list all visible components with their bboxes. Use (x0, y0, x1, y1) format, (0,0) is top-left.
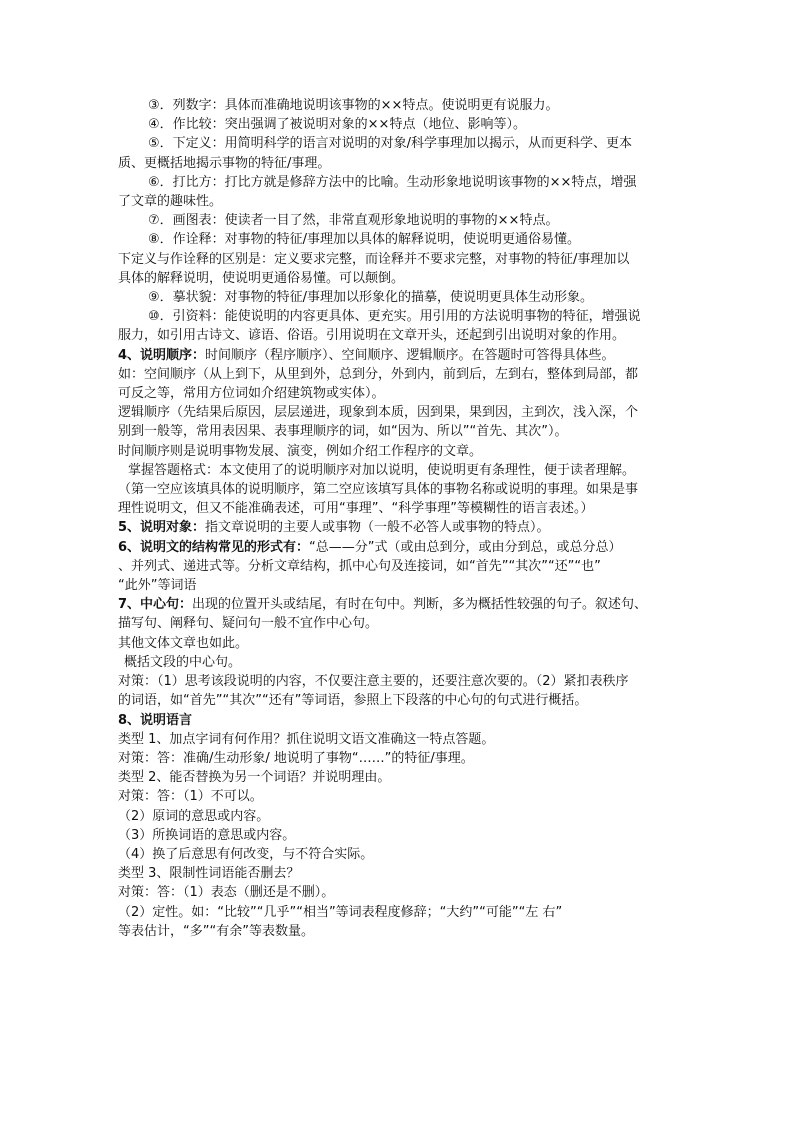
text-line: 对策：答：（1）不可以。 (118, 789, 263, 805)
text-span: 时间顺序（程序顺序）、空间顺序、逻辑顺序。在答题时可答得具体些。 (205, 347, 615, 363)
text-line: 下定义与作诠释的区别是：定义要求完整，而诠释并不要求完整，对事物的特征/事理加以 (118, 251, 630, 267)
text-span: 指文章说明的主要人或事物（一般不必答人或事物的特点）。 (205, 520, 550, 536)
text-line: “此外”等词语 (118, 578, 197, 594)
text-span: （1）思考该段说明的内容，不仅要注意主要的，还要注意次要的。（2）紧扣表秩序 (157, 674, 629, 690)
text-line: （4）换了后意思有何改变，与不符合实际。 (118, 846, 374, 862)
text-line: 描写句、阐释句、疑问句一般不宜作中心句。 (118, 616, 379, 632)
text-line: ⑥．打比方：打比方就是修辞方法中的比喻。生动形象地说明该事物的××特点，增强 (148, 174, 637, 190)
text-line: ⑤．下定义：用简明科学的语言对说明的对象/科学事理加以揭示，从而更科学、更本 (148, 136, 633, 152)
text-line: 掌握答题格式：本文使用了的说明顺序对加以说明，使说明更有条理性，便于读者理解。 (128, 462, 636, 478)
text-span: 出现的位置开头或结尾，有时在句中。判断，多为概括性较强的句子。叙述句、 (192, 597, 648, 613)
text-line: 服力，如引用古诗文、谚语、俗语。引用说明在文章开头，还起到引出说明对象的作用。 (118, 328, 626, 344)
text-line: 类型 2、能否替换为另一个词语？并说明理由。 (118, 770, 391, 786)
text-line: 了文章的趣味性。 (118, 194, 223, 210)
text-span: “总——分”式（或由总到分，或由分到总，或总分总） (309, 539, 622, 555)
text-line: 等表估计，“多”“有余”等表数量。 (118, 923, 314, 939)
section-heading: 6、说明文的结构常见的形式有： (118, 539, 310, 555)
text-line: 质、更概括地揭示事物的特征/事理。 (118, 155, 331, 171)
text-line: 对策：答：（1）表态（删还是不删）。 (118, 885, 335, 901)
text-line: 、并列式、递进式等。分析文章结构，抓中心句及连接词，如“首先”“其次”“还”“也” (118, 558, 601, 574)
text-line: 对策：答：准确/生动形象/ 地说明了事物“……”的特征/事理。 (118, 750, 474, 766)
text-line: 类型 3、限制性词语能否删去？ (118, 866, 300, 882)
text-line: 理性说明文，但又不能准确表述，可用“事理”、“科学事理”等模糊性的语言表述。） (118, 501, 594, 517)
text-line: 具体的解释说明，使说明更通俗易懂。可以颠倒。 (118, 270, 405, 286)
text-line: 逻辑顺序（先结果后原因，层层递进，现象到本质，因到果，果到因，主到次，浅入深，个 (118, 405, 639, 421)
text-line: 可反之等，常用方位词如介绍建筑物或实体）。 (118, 386, 385, 402)
text-line: ③．列数字：具体而准确地说明该事物的××特点。使说明更有说服力。 (148, 98, 559, 113)
text-line: 的词语，如“首先”“其次”“还有”等词语，参照上下段落的中心句的句式进行概括。 (118, 693, 588, 709)
text-line: （3）所换词语的意思或内容。 (118, 827, 296, 843)
text-line: （2）定性。如：“比较”“几乎”“相当”等词表程度修辞；“大约”“可能”“左 右” (118, 904, 563, 920)
text-line: 时间顺序则是说明事物发展、演变，例如介绍工作程序的文章。 (118, 443, 483, 459)
text-line: 别到一般等，常用表因果、表事理顺序的词，如“因为、所以”“首先、其次”）。 (118, 424, 568, 440)
section-6 (118, 538, 688, 557)
text-line: （第一空应该填具体的说明顺序，第二空应该填写具体的事物名称或说明的事理。如果是事 (118, 482, 639, 498)
section-7 (118, 595, 688, 614)
document-page (118, 96, 688, 941)
section-heading: 5、说明对象： (118, 520, 206, 536)
strategy-label: 对策： (118, 674, 158, 690)
text-line: ⑩．引资料：能使说明的内容更具体、更充实。用引用的方法说明事物的特征，增强说 (148, 309, 641, 325)
text-line: ⑨．摹状貌：对事物的特征/事理加以形象化的描摹，使说明更具体生动形象。 (148, 290, 594, 306)
text-line: （2）原词的意思或内容。 (118, 808, 270, 824)
section-heading: 4、说明顺序： (118, 347, 206, 363)
text-line: 概括文段的中心句。 (124, 654, 242, 670)
section-5 (118, 518, 688, 537)
text-line: 类型 1、加点字词有何作用？抓住说明文语文准确这一特点答题。 (118, 731, 495, 747)
text-line: 其他文体文章也如此。 (118, 635, 249, 651)
text-line: 如：空间顺序（从上到下，从里到外，总到分，外到内，前到后，左到右，整体到局部，都 (118, 366, 639, 382)
section-4 (118, 346, 688, 365)
section-heading: 7、中心句： (118, 597, 193, 613)
text-line: ④．作比较：突出强调了被说明对象的××特点（地位、影响等）。 (148, 117, 526, 133)
text-line: ⑦．画图表：使读者一目了然，非常直观形象地说明的事物的××特点。 (148, 213, 559, 229)
strategy-line (118, 672, 688, 691)
section-8-heading: 8、说明语言 (118, 712, 193, 728)
text-line: ⑧．作诠释：对事物的特征/事理加以具体的解释说明，使说明更通俗易懂。 (148, 232, 581, 248)
